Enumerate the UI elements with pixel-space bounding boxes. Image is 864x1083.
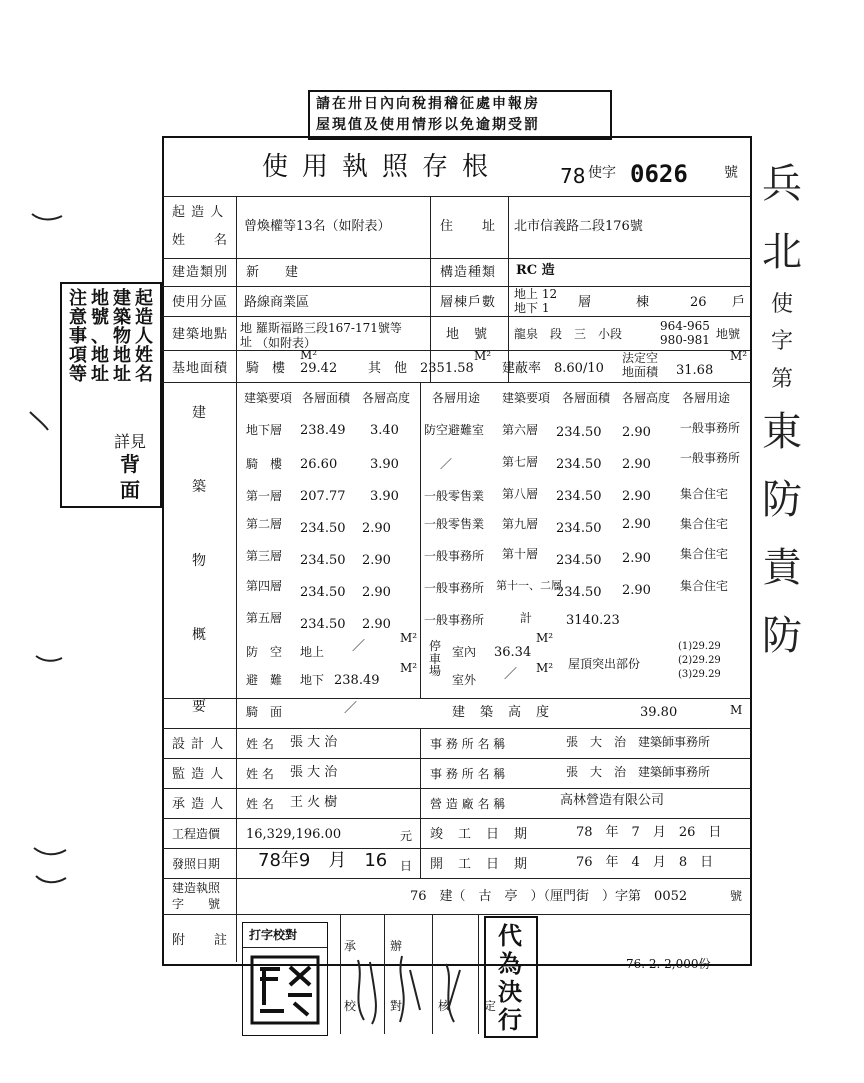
floor-height: 2.90 xyxy=(622,457,651,472)
roof-value-1: (1)29.29 xyxy=(678,641,721,652)
arcade-unit: M² xyxy=(300,348,318,362)
side-note-col2: 建 築 物 地 址 xyxy=(113,288,131,385)
shelter-label-2: 避 難 xyxy=(246,673,283,687)
form-title: 使用執照存根 xyxy=(262,152,503,182)
floor-area: 234.50 xyxy=(556,553,602,568)
floor-area: 234.50 xyxy=(300,617,346,632)
designer-label: 設 計 人 xyxy=(172,737,225,752)
start-date: 76 年 4 月 8 日 xyxy=(576,855,714,870)
designer-office-label: 事 務 所 名 稱 xyxy=(430,737,506,751)
lot-suffix: 地號 xyxy=(716,327,741,341)
location-addr-a: 地 xyxy=(240,321,253,335)
floor-name: 第四層 xyxy=(246,579,283,593)
designer-name: 張 大 治 xyxy=(290,735,338,750)
floor-height: 2.90 xyxy=(622,583,651,598)
side-note-col1: 起 造 人 姓 名 xyxy=(135,288,153,385)
floor-use: 一般事務所 xyxy=(680,421,741,435)
hdr-item-right: 建築要項 xyxy=(502,391,551,405)
right-edge-column: 兵 北 使 字 第 東 防 責 防 xyxy=(762,161,802,660)
license-no-value: 0626 xyxy=(630,160,688,188)
location-addr-b: 址 xyxy=(240,335,253,349)
parking-indoor-value: 36.34 xyxy=(494,645,532,660)
zoning-label: 使用分區 xyxy=(172,295,229,310)
tax-notice-stamp xyxy=(308,90,612,140)
other-unit: M² xyxy=(474,349,492,363)
floor-name: 騎 樓 xyxy=(246,457,283,471)
open-space-label-2: 地面積 xyxy=(622,365,659,379)
margin-marks-icon xyxy=(26,200,86,900)
floor-use: ／ xyxy=(440,457,453,471)
yard-value: ／ xyxy=(344,701,358,716)
building-type-label: 建造類別 xyxy=(172,265,229,280)
summary-label-3: 物 xyxy=(192,553,206,569)
signature-scribble-icon xyxy=(350,950,480,1030)
sign-col-1: 承 xyxy=(344,939,357,953)
sign-col-4: 對 xyxy=(390,999,403,1013)
floors-dong: 棟 xyxy=(636,295,650,310)
floor-use: 一般零售業 xyxy=(424,517,485,531)
contractor-name-label: 姓 名 xyxy=(246,797,274,811)
permit-value: 76 建（ 古 亭 ）（厘門街 ）字第 0052 xyxy=(410,889,688,904)
start-date-label: 開 工 日 期 xyxy=(430,857,529,872)
shelter-above-value: ／ xyxy=(352,639,366,654)
floor-use: 集合住宅 xyxy=(680,579,729,593)
shelter-above-label: 地上 xyxy=(300,645,325,659)
contractor-firm: 高林營造有限公司 xyxy=(560,793,665,808)
floors-label: 層棟戶數 xyxy=(440,295,497,310)
summary-label-5: 要 xyxy=(192,699,206,715)
parking-outdoor-value: ／ xyxy=(504,667,518,682)
floor-height: 2.90 xyxy=(622,489,651,504)
floor-use: 一般事務所 xyxy=(424,613,485,627)
designer-name-label: 姓 名 xyxy=(246,737,274,751)
printer-note: 76. 2. 2,000份 xyxy=(626,957,711,971)
floor-name: 第七層 xyxy=(502,455,539,469)
floor-use: 集合住宅 xyxy=(680,487,729,501)
floor-height: 2.90 xyxy=(362,617,391,632)
sign-col-3: 校 xyxy=(344,999,357,1013)
location-value-2: （如附表） xyxy=(256,336,317,350)
applicant-name: 曾煥權等13名（如附表） xyxy=(244,219,391,234)
roof-value-2: (2)29.29 xyxy=(678,655,721,666)
floor-height: 2.90 xyxy=(362,553,391,568)
yard-label: 騎 面 xyxy=(246,705,283,719)
floor-name: 第九層 xyxy=(502,517,539,531)
parking-outdoor-label: 室外 xyxy=(452,673,477,687)
other-value: 2351.58 xyxy=(420,361,474,376)
building-height-label: 建 築 高 度 xyxy=(452,705,551,720)
cost-unit: 元 xyxy=(400,829,413,843)
floor-area: 234.50 xyxy=(556,425,602,440)
summary-label-2: 築 xyxy=(192,479,206,495)
seal-stamp-icon xyxy=(250,955,320,1025)
proofread-label: 打字校對 xyxy=(249,928,298,942)
floors-above: 地上 12 xyxy=(514,287,558,301)
unit-hu: 戶 xyxy=(732,295,746,310)
floor-area: 234.50 xyxy=(556,457,602,472)
building-height-value: 39.80 xyxy=(640,705,678,720)
applicant-addr: 北市信義路二段176號 xyxy=(514,219,643,234)
supervisor-label: 監 造 人 xyxy=(172,767,225,782)
floor-height: 3.90 xyxy=(370,489,399,504)
coverage-label: 建蔽率 xyxy=(502,361,542,376)
summary-label-4: 概 xyxy=(192,627,206,643)
hdr-item-left: 建築要項 xyxy=(244,391,293,405)
floor-area: 234.50 xyxy=(300,521,346,536)
shelter-above-unit: M² xyxy=(400,631,418,645)
floor-name: 第八層 xyxy=(502,487,539,501)
structure-value: RC 造 xyxy=(516,263,555,278)
sign-col-5: 核 xyxy=(438,999,451,1013)
contractor-name: 王 火 樹 xyxy=(290,795,338,810)
cost-value: 16,329,196.00 xyxy=(246,827,342,842)
hdr-use-right: 各層用途 xyxy=(682,391,731,405)
base-area-label: 基地面積 xyxy=(172,361,229,376)
open-space-label-1: 法定空 xyxy=(622,351,659,365)
zoning-value: 路線商業區 xyxy=(244,295,310,310)
floor-use: 一般事務所 xyxy=(424,549,485,563)
roof-label: 屋頂突出部份 xyxy=(568,657,641,671)
sign-col-2: 辦 xyxy=(390,939,403,953)
lot-label: 地 號 xyxy=(446,327,489,342)
side-note-col3: 地 號 、 地 址 xyxy=(91,288,109,385)
contractor-label: 承 造 人 xyxy=(172,797,225,812)
license-number xyxy=(560,160,750,190)
license-suffix: 號 xyxy=(724,165,738,181)
completion-label: 竣 工 日 期 xyxy=(430,827,529,842)
hdr-area-right: 各層面積 xyxy=(562,391,611,405)
completion-date: 78 年 7 月 26 日 xyxy=(576,825,722,840)
floor-name: 第一層 xyxy=(246,489,283,503)
building-type-value: 新 建 xyxy=(246,265,299,280)
decision-stamp-2: 為 xyxy=(498,949,522,978)
floor-use: 集合住宅 xyxy=(680,547,729,561)
floors-below: 地下 1 xyxy=(514,301,550,315)
floors-ceng: 層 xyxy=(578,295,592,310)
floor-name: 第三層 xyxy=(246,549,283,563)
shelter-label-1: 防 空 xyxy=(246,645,283,659)
total-label: 計 xyxy=(520,611,533,625)
shelter-below-value: 238.49 xyxy=(334,673,380,688)
see-back-1: 詳見 xyxy=(114,432,147,451)
coverage-value: 8.60/10 xyxy=(554,361,604,376)
floor-name: 第十層 xyxy=(502,547,539,561)
issue-date-label: 發照日期 xyxy=(172,857,221,871)
decision-stamp-3: 決 xyxy=(498,977,522,1006)
hdr-area-left: 各層面積 xyxy=(302,391,351,405)
arcade-value: 29.42 xyxy=(300,361,338,376)
supervisor-name: 張 大 治 xyxy=(290,765,338,780)
see-back-3: 面 xyxy=(120,478,140,502)
floor-area: 238.49 xyxy=(300,423,346,438)
open-space-unit: M² xyxy=(730,349,748,363)
parking-label: 停 車 場 xyxy=(428,639,441,679)
floor-area: 234.50 xyxy=(556,489,602,504)
contractor-firm-label: 營 造 廠 名 稱 xyxy=(430,797,506,811)
remarks-label: 附 註 xyxy=(172,933,229,948)
floor-name: 地下層 xyxy=(246,423,283,437)
floor-name: 第六層 xyxy=(502,423,539,437)
floor-use: 集合住宅 xyxy=(680,517,729,531)
decision-stamp xyxy=(484,916,538,1038)
applicant-addr-label: 住 址 xyxy=(440,219,497,234)
floor-area: 207.77 xyxy=(300,489,346,504)
lot-numbers-1: 964-965 xyxy=(660,319,710,333)
parking-indoor-label: 室內 xyxy=(452,645,477,659)
location-label: 建築地點 xyxy=(172,327,229,342)
floor-area: 234.50 xyxy=(556,521,602,536)
floor-height: 2.90 xyxy=(622,425,651,440)
issue-date-ri: 日 xyxy=(400,859,413,873)
applicant-label-1: 起 造 人 xyxy=(172,205,225,220)
permit-suffix: 號 xyxy=(730,889,743,903)
sign-col-6: 定 xyxy=(484,999,497,1013)
applicant-label-2: 姓 名 xyxy=(172,233,229,248)
floor-area: 234.50 xyxy=(300,585,346,600)
floor-height: 2.90 xyxy=(362,521,391,536)
total-value: 3140.23 xyxy=(566,613,620,628)
issue-date-value: 78年9 月 16 xyxy=(258,850,388,871)
floor-height: 3.40 xyxy=(370,423,399,438)
lot-section: 龍泉 段 三 小段 xyxy=(514,327,623,341)
side-note-col4: 注 意 事 項 等 xyxy=(69,288,87,385)
designer-office: 張 大 治 建築師事務所 xyxy=(566,735,711,749)
floor-height: 2.90 xyxy=(362,585,391,600)
see-back-2: 背 xyxy=(120,452,140,476)
supervisor-office-label: 事 務 所 名 稱 xyxy=(430,767,506,781)
floor-use: 一般零售業 xyxy=(424,489,485,503)
floor-height: 2.90 xyxy=(622,517,651,532)
shelter-below-label: 地下 xyxy=(300,673,325,687)
license-prefix: 使字 xyxy=(588,165,616,181)
cost-label: 工程造價 xyxy=(172,827,221,841)
license-year: 78 xyxy=(560,164,586,188)
permit-label-1: 建造執照 xyxy=(172,881,221,895)
lot-numbers-2: 980-981 xyxy=(660,333,710,347)
decision-stamp-4: 行 xyxy=(498,1005,522,1034)
shelter-below-unit: M² xyxy=(400,661,418,675)
supervisor-name-label: 姓 名 xyxy=(246,767,274,781)
roof-value-3: (3)29.29 xyxy=(678,669,721,680)
floor-area: 234.50 xyxy=(556,585,602,600)
permit-label-2: 字 號 xyxy=(172,897,221,911)
floor-area: 234.50 xyxy=(300,553,346,568)
unit-count: 26 xyxy=(690,295,707,310)
floor-use: 防空避難室 xyxy=(424,423,485,437)
hdr-height-left: 各層高度 xyxy=(362,391,411,405)
parking-outdoor-unit: M² xyxy=(536,661,554,675)
floor-height: 3.90 xyxy=(370,457,399,472)
summary-label-1: 建 xyxy=(192,405,206,421)
other-label: 其 他 xyxy=(368,361,408,376)
floor-name: 第十一、二層 xyxy=(496,579,562,592)
floor-use: 一般事務所 xyxy=(680,451,741,465)
decision-stamp-1: 代 xyxy=(498,921,522,950)
open-space-value: 31.68 xyxy=(676,363,714,378)
hdr-height-right: 各層高度 xyxy=(622,391,671,405)
arcade-label: 騎 樓 xyxy=(246,361,286,376)
floor-area: 26.60 xyxy=(300,457,338,472)
parking-indoor-unit: M² xyxy=(536,631,554,645)
tax-notice-line1: 請在卅日內向稅捐稽征處申報房 xyxy=(316,96,540,112)
floor-name: 第二層 xyxy=(246,517,283,531)
floor-name: 第五層 xyxy=(246,611,283,625)
location-value-1: 羅斯福路三段167-171號等 xyxy=(256,321,402,335)
floor-height: 2.90 xyxy=(622,551,651,566)
hdr-use-left: 各層用途 xyxy=(432,391,481,405)
supervisor-office: 張 大 治 建築師事務所 xyxy=(566,765,711,779)
proofread-box xyxy=(242,922,328,1036)
tax-notice-line2: 屋現值及使用情形以免逾期受罰 xyxy=(316,117,540,133)
floor-use: 一般事務所 xyxy=(424,581,485,595)
building-height-unit: M xyxy=(730,703,743,717)
structure-label: 構造種類 xyxy=(440,265,497,280)
